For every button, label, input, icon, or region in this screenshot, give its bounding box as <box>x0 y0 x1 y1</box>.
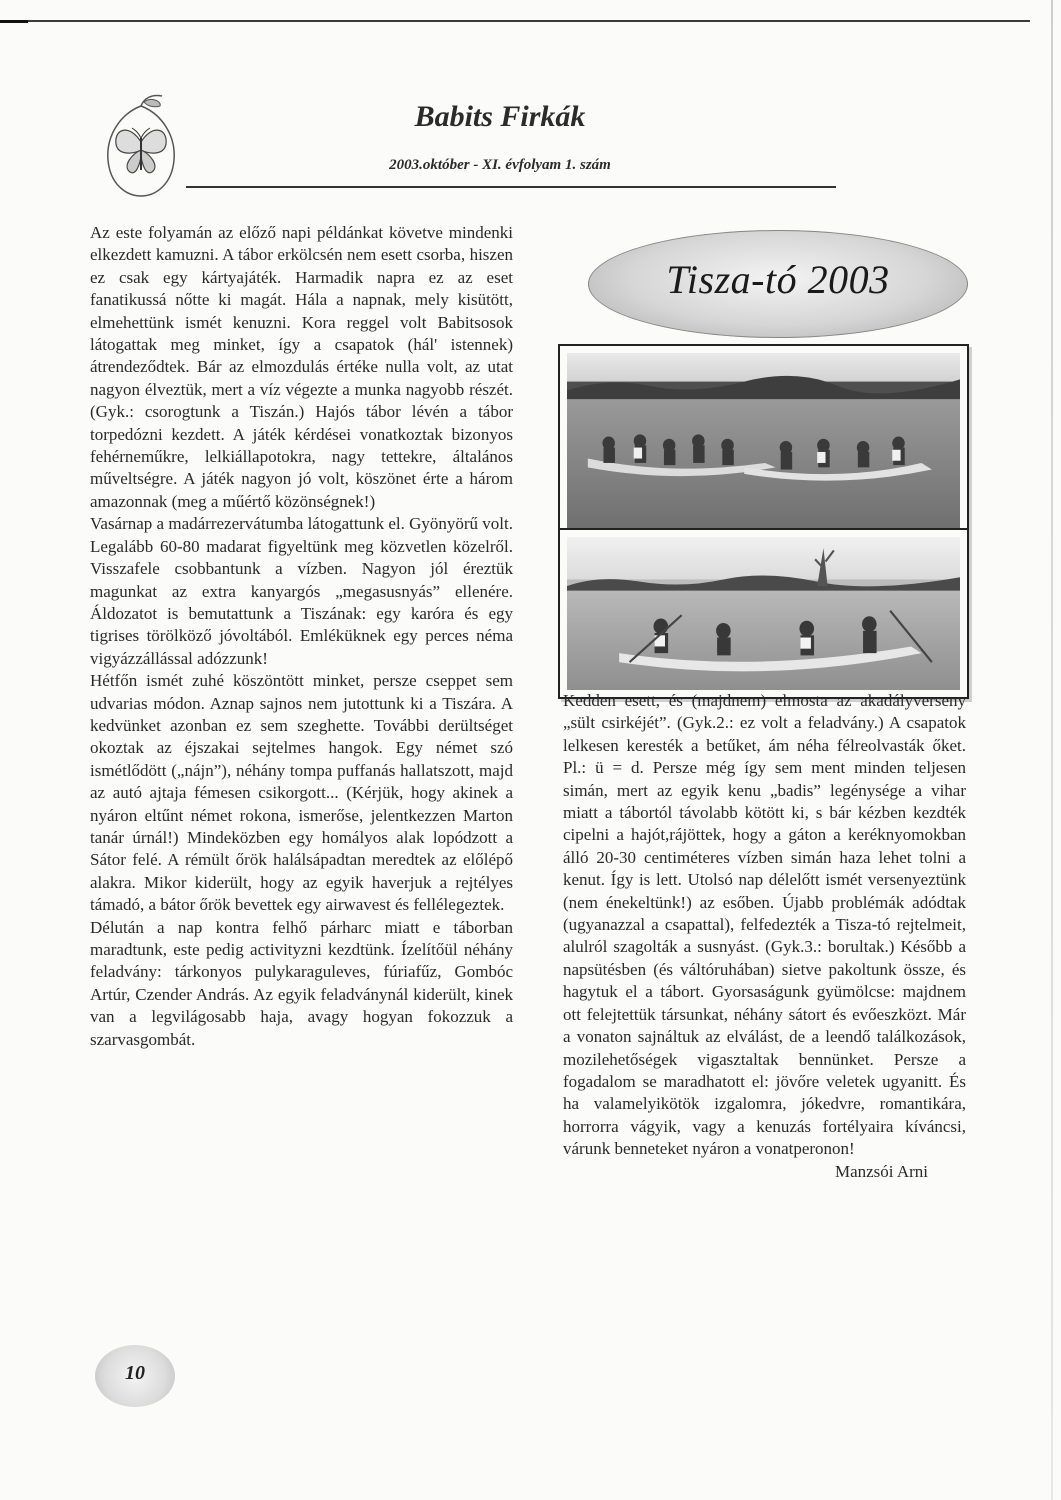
top-page-rule <box>0 20 1030 22</box>
paragraph: Kedden esett, és (majdnem) elmosta az akadályverseny „sült csirkéjét”. (Gyk.2.: ez volt a feladvány.) A csapatok lelkesen keresték a betűket, ám néha félreolvasták őket. Pl.: ü = d. Persze még így sem ment minden teljesen simán, mert az egyik kenu „badis” legénysége a vihar miatt a tábortól távolabb kötött ki, s bár kézben kezdték cipelni a hajót,rájöttek, hogy a gáton a keréknyomokban álló 20-30 centiméteres vízben simán haza lehet tolni a kenut. Így is lett. Utolsó nap délelőtt ismét versenyeztünk (nem énekeltünk!) az esőben. Újabb problémák adódtak (ugyanazzal a csapattal), felfedezték a Tisza-tó rejtelmeit, alulról szagolták a susnyást. (Gyk.3.: borultak.) Később a napsütésben (és váltóruhában) sietve pakoltunk össze, és hagytuk el a tábort. Gyorsaságunk gyümölcse: majdnem ott felejtettük társunkat, néhány sátort és evőeszközt. Már a vonaton sajnáltuk az elválást, de a leendő találkozások, mozilehetőségek vigasztaltak bennünket. Persze a fogadalom se maradhatott el: jövőre veletek ugyanitt. És ha valamelyikötök izgalomra, jókedvre, romantikára, horrorra vágyik, vagy a kenuzás fortélyaira kíváncsi, várunk benneteket nyáron a vonatperonon! <box>563 691 966 1159</box>
canoe-group-photo-icon <box>567 353 960 530</box>
masthead-issue-line: 2003.október - XI. évfolyam 1. szám <box>389 157 611 173</box>
canoe-paddlers-photo-icon <box>567 537 960 690</box>
paragraph: Hétfőn ismét zuhé köszöntött minket, persze cseppet sem udvarias módon. Aznap sajnos nem jutottunk ki a Tiszára. A kedvünket azonban ez sem szeghette. További derültséget okoztak az éjszakai sejtelmes hangok. Egy német szó ismétlődött („nájn”), néhány tompa puffanás hallatszott, majd az autó ajtaja fémesen csikorgott... (Kérjük, hogy akinek a nyáron eltűnt német rokona, ismerőse, jelentkezzen Marton tanár úrnál!) Mindeközben egy homályos alak lopódzott a Sátor felé. A rémült őrök halálsápadtan meredtek az előlépő alakra. Mikor kiderült, hogy az egyik haverjuk a rejtélyes támadó, a bátor őrök bevettek egy airwavest és fellélegeztek. <box>90 671 513 915</box>
paragraph: Az este folyamán az előző napi példánkat követve mindenki elkezdett kamuzni. A tábor erkölcsén nem esett csorba, hiszen ez csak egy kártyajáték. Harmadik napra ez az eset fanatikussá nőtte ki magát. Hála a napnak, mely kisütött, elmehettünk ismét kenuzni. Kora reggel volt Babitsosok látogattak meg minket, így a csapatok (hál' istennek) átrendeződtek. Bár az elmozdulás értéke nulla volt, az utat nagyon élveztük, mert a víz végezte a munka nagyobb részét. (Gyk.: csorogtunk a Tiszán.) Hajós tábor lévén a tábor torpedózni kezdett. A játék kérdései vonatkoztak bizonyos fehérneműkre, lelkiállapotokra, nagy tettekre, általános műveltségre. A játék nagyon jó volt, köszönet érte a három amazonnak (meg a műértő közönségnek!) <box>90 223 513 511</box>
article-right-column <box>563 690 966 1183</box>
butterfly-pear-logo-icon <box>100 92 182 200</box>
photo-canoe-group <box>558 344 969 539</box>
page-number: 10 <box>125 1362 145 1384</box>
masthead-title: Babits Firkák <box>414 100 586 133</box>
masthead-divider <box>186 186 836 188</box>
article-left-column <box>90 222 513 1051</box>
page-edge-shadow <box>1051 0 1053 1500</box>
paragraph: Délután a nap kontra felhő párharc miatt e táborban maradtunk, este pedig activityzni kezdtünk. Ízelítőül néhány feladvány: tárkonyos pulykaraguleves, fúriafűz, Gombóc Artúr, Czender András. Az egyik feladványnál kiderült, kinek van a legvilágosabb haja, avagy hogyan fokozzuk a szarvasgombát. <box>90 917 513 1049</box>
photo-canoe-paddlers <box>558 528 969 699</box>
paragraph: Vasárnap a madárrezervátumba látogattunk el. Gyönyörű volt. Legalább 60-80 madarat figyeltünk meg közvetlen közelről. Visszafele csobbantunk a vízben. Nagyon jól éreztük magunkat az extra kanyargós „megasusnyás” ellenére. Áldozatot is bemutattunk a Tiszának: egy karóra és egy tigrises törölköző jóvoltából. Emléküknek egy perces néma vigyázzállással adózzunk! <box>90 514 513 668</box>
author-signature: Manzsói Arni <box>834 1161 928 1181</box>
article-title: Tisza-tó 2003 <box>666 257 890 302</box>
